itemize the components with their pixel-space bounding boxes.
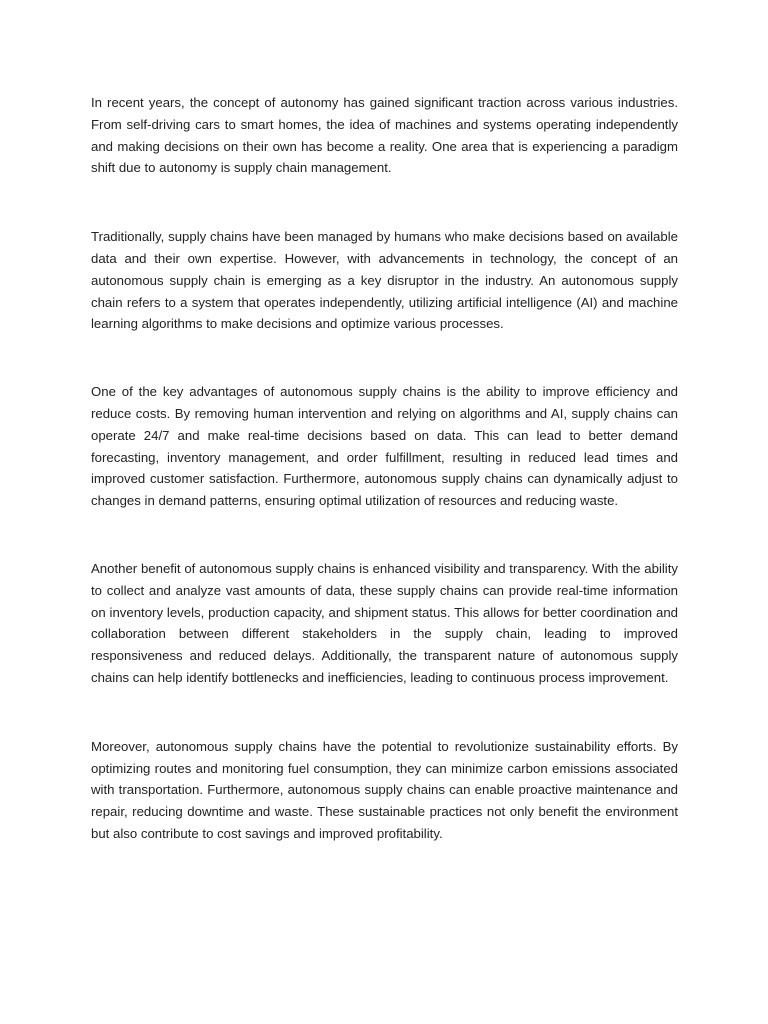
paragraph-sustainability: Moreover, autonomous supply chains have the potential to revolutionize sustainability efforts. By optimizing routes and monitoring fuel consumption, they can minimize carbon emissions associated with transportation. Furthermore, autonomous supply chains can enable proactive maintenance and repair, reducing downtime and waste. These sustainable practices not only benefit the environment but also contribute to cost savings and improved profitability. <box>91 738 678 841</box>
paragraph-traditional-supply-chains: Traditionally, supply chains have been managed by humans who make decisions based on available data and their own expertise. However, with advancements in technology, the concept of an autonomous supply chain is emerging as a key disruptor in the industry. An autonomous supply chain refers to a system that operates independently, utilizing artificial intelligence (AI) and machine learning algorithms to make decisions and optimize various processes. <box>91 229 678 332</box>
paragraph-autonomy-intro: In recent years, the concept of autonomy has gained significant traction across various industries. From self-driving cars to smart homes, the idea of machines and systems operating independently and making decisions on their own has become a reality. One area that is experiencing a paradigm shift due to autonomy is supply chain management. <box>91 95 678 176</box>
document-body <box>91 92 678 845</box>
paragraph-visibility-transparency: Another benefit of autonomous supply chains is enhanced visibility and transparency. With the ability to collect and analyze vast amounts of data, these supply chains can provide real-time information on inventory levels, production capacity, and shipment status. This allows for better coordination and collaboration between different stakeholders in the supply chain, leading to improved responsiveness and reduced delays. Additionally, the transparent nature of autonomous supply chains can help identify bottlenecks and inefficiencies, leading to continuous process improvement. <box>91 560 678 685</box>
paragraph-efficiency-costs: One of the key advantages of autonomous supply chains is the ability to improve efficiency and reduce costs. By removing human intervention and relying on algorithms and AI, supply chains can operate 24/7 and make real-time decisions based on data. This can lead to better demand forecasting, inventory management, and order fulfillment, resulting in reduced lead times and improved customer satisfaction. Furthermore, autonomous supply chains can dynamically adjust to changes in demand patterns, ensuring optimal utilization of resources and reducing waste. <box>91 384 678 509</box>
